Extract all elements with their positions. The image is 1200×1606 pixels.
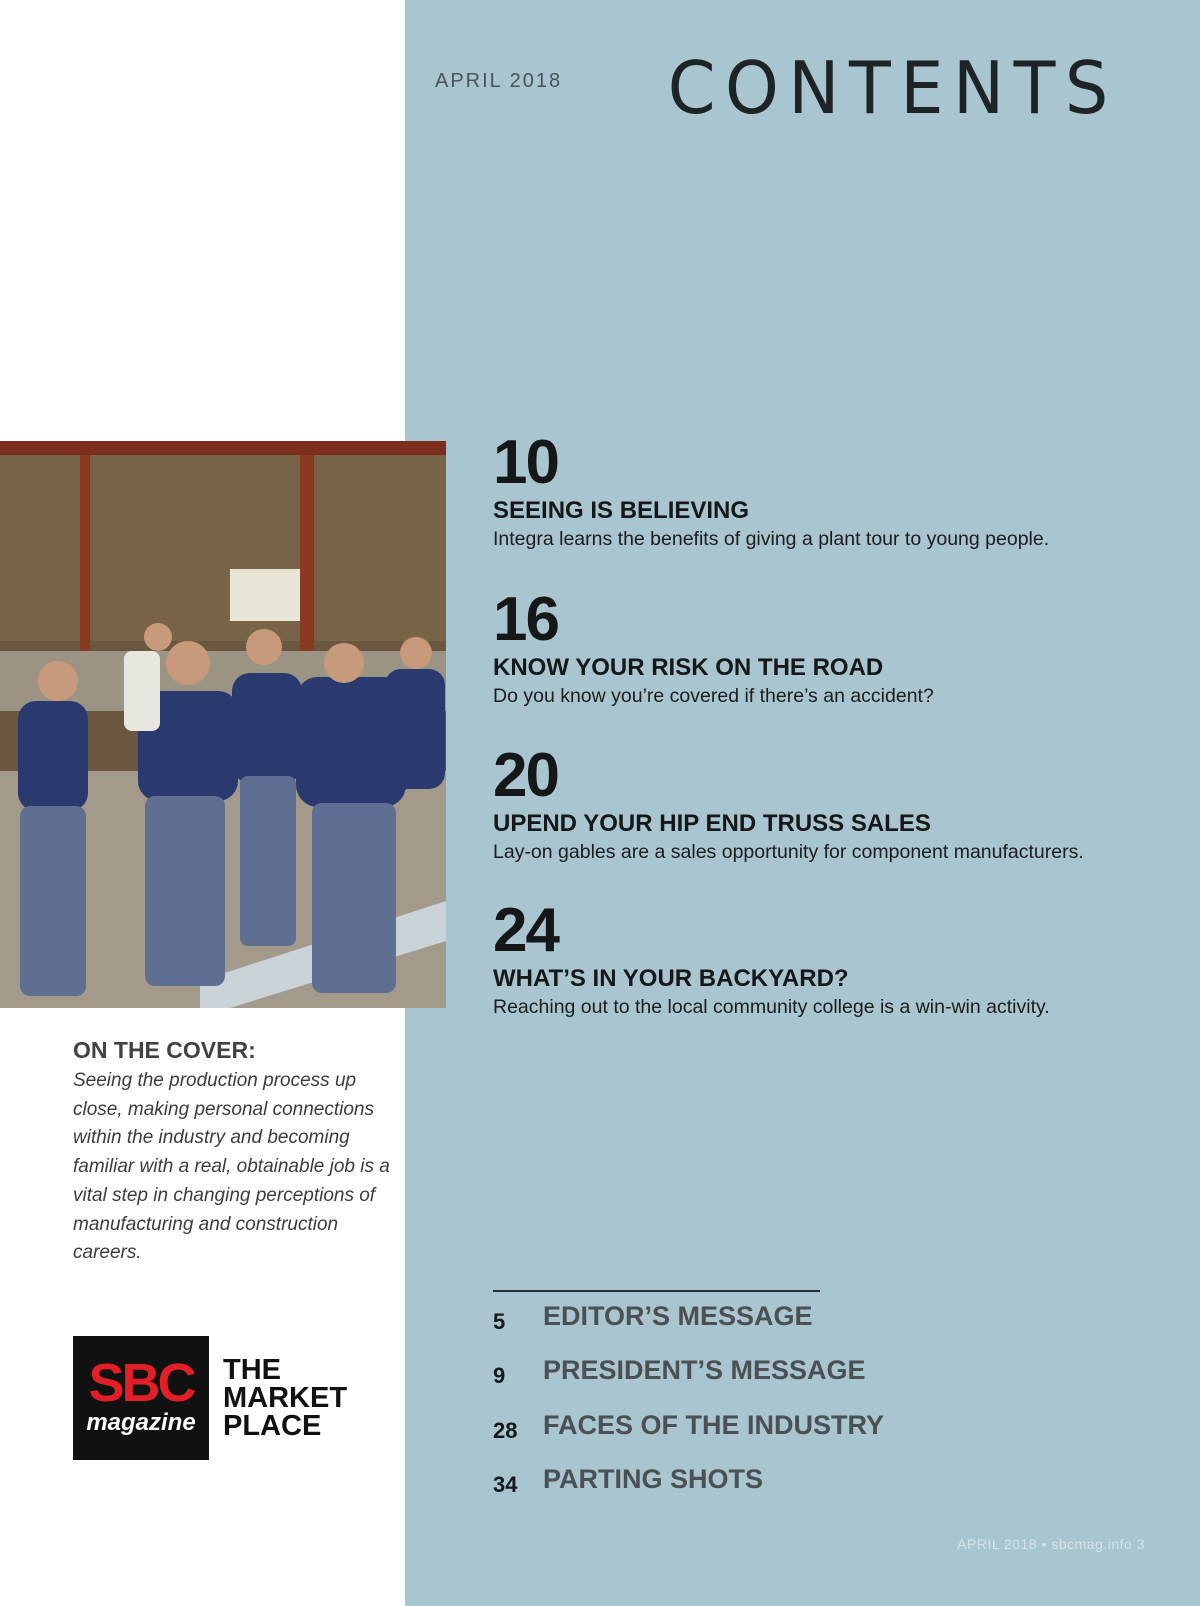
logo-tagline-line: PLACE [223,1410,322,1442]
feature-item[interactable] [493,896,1173,1020]
feature-description: Do you know you’re covered if there’s an accident? [493,685,934,707]
department-page-number: 28 [493,1418,518,1443]
department-title: PRESIDENT’S MESSAGE [543,1355,866,1385]
feature-page-number: 16 [493,585,558,654]
logo-tagline-line: MARKET [223,1382,348,1414]
department-item[interactable] [493,1464,1093,1504]
page-footer: APRIL 2018 • sbcmag.info 3 [957,1536,1145,1552]
feature-description: Lay-on gables are a sales opportunity for component manufacturers. [493,841,1084,863]
logo-tagline [223,1356,383,1440]
issue-date: APRIL 2018 [435,70,563,92]
cover-photo [0,441,446,1008]
feature-title: WHAT’S IN YOUR BACKYARD? [493,965,849,992]
department-title: PARTING SHOTS [543,1464,764,1494]
feature-item[interactable] [493,428,1173,552]
department-title: FACES OF THE INDUSTRY [543,1410,885,1440]
department-page-number: 9 [493,1363,506,1388]
logo-brand: SBC [88,1353,194,1413]
feature-item[interactable] [493,585,1173,709]
department-page-number: 34 [493,1472,518,1497]
feature-description: Integra learns the benefits of giving a plant tour to young people. [493,528,1050,550]
feature-page-number: 10 [493,428,558,497]
feature-description: Reaching out to the local community college is a win-win activity. [493,996,1050,1018]
feature-title: KNOW YOUR RISK ON THE ROAD [493,654,884,681]
logo-sub: magazine [86,1409,196,1436]
feature-page-number: 24 [493,896,558,965]
page-title: CONTENTS [667,46,1118,130]
department-item[interactable] [493,1355,1093,1395]
department-page-number: 5 [493,1309,506,1334]
feature-item[interactable] [493,741,1173,865]
divider [493,1290,820,1292]
sbc-marketplace-logo [73,1336,373,1460]
department-item[interactable] [493,1301,1093,1341]
cover-heading: ON THE COVER: [73,1037,256,1063]
logo-tagline-line: THE [223,1354,281,1386]
feature-title: SEEING IS BELIEVING [493,497,750,524]
cover-caption: Seeing the production process up close, making personal connections within the industry and becoming familiar with a real, obtainable job is a vital step in changing perceptions of manufacturing and construction careers. [73,1070,390,1264]
department-title: EDITOR’S MESSAGE [543,1301,813,1331]
feature-page-number: 20 [493,741,558,810]
feature-title: UPEND YOUR HIP END TRUSS SALES [493,810,931,837]
sbc-logo-box [73,1336,209,1460]
department-item[interactable] [493,1410,1093,1450]
